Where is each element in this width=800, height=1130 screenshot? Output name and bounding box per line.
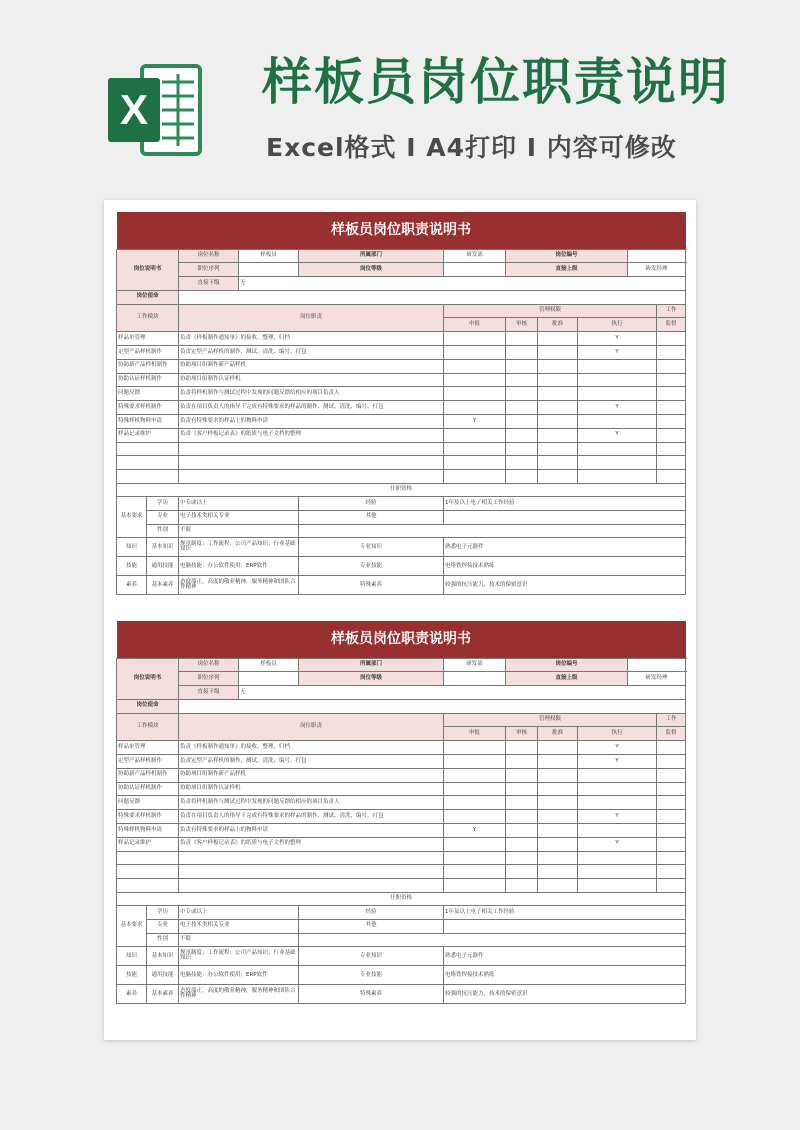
qual-label: 学历 — [147, 906, 179, 920]
duty-module: 协助新产品样机制作 — [117, 768, 179, 782]
excel-icon — [104, 60, 204, 160]
authority-mark — [538, 796, 578, 810]
sheet-title: 样板员岗位职责说明书 — [117, 621, 686, 658]
duty-text: 负责《客户样板记录表》的纸质与电子文档的整理 — [179, 428, 444, 442]
authority-mark — [444, 428, 506, 442]
qual-value: 不限 — [179, 524, 299, 538]
duty-text — [179, 442, 444, 456]
authority-mark — [657, 782, 686, 796]
field-label: 岗位等级 — [299, 672, 444, 686]
authority-mark — [578, 442, 657, 456]
qual-value: 较强的抗压能力，技术的保密意识 — [444, 985, 686, 1004]
job-sheet — [116, 212, 686, 595]
col-header: 管理权限 — [444, 713, 657, 727]
authority-mark — [657, 346, 686, 360]
authority-mark — [506, 782, 538, 796]
field-value: 研发部 — [444, 658, 506, 672]
duty-text: 负责将样机制作与测试过程中发现的问题反馈给相应的项目负责人 — [179, 796, 444, 810]
authority-mark — [444, 782, 506, 796]
col-header: 管理权限 — [444, 304, 657, 318]
qual-label: 专业知识 — [299, 947, 444, 966]
authority-mark — [506, 796, 538, 810]
duty-row — [117, 755, 686, 769]
authority-mark: Y — [578, 755, 657, 769]
qual-value: 电子技术类相关专业 — [179, 919, 299, 933]
qual-value: 中专或以上 — [179, 906, 299, 920]
qual-value — [444, 919, 686, 933]
authority-mark — [506, 837, 538, 851]
qual-cat: 知识 — [117, 538, 147, 557]
authority-mark: Y — [444, 824, 506, 838]
authority-mark — [657, 428, 686, 442]
qual-value: 较强的抗压能力，技术的保密意识 — [444, 576, 686, 595]
qual-cat: 知识 — [117, 947, 147, 966]
authority-mark — [444, 456, 506, 470]
duty-module: 定型产品样机制作 — [117, 346, 179, 360]
authority-mark — [657, 851, 686, 865]
authority-mark — [538, 879, 578, 893]
sheet-body — [117, 212, 686, 595]
authority-mark: Y — [578, 332, 657, 346]
duty-text — [179, 865, 444, 879]
authority-mark — [538, 865, 578, 879]
duty-text — [179, 470, 444, 484]
duty-row — [117, 428, 686, 442]
qual-label: 基本素养 — [147, 576, 179, 595]
qual-value: 规章制度；工作流程；公司产品知识；行业基础知识 — [179, 538, 299, 557]
duty-text: 负责《客户样板记录表》的纸质与电子文档的整理 — [179, 837, 444, 851]
authority-mark — [538, 442, 578, 456]
field-label: 所属部门 — [299, 658, 444, 672]
field-label: 所属部门 — [299, 249, 444, 263]
duty-row — [117, 346, 686, 360]
col-header: 岗位职责 — [179, 713, 444, 741]
authority-mark — [444, 401, 506, 415]
authority-mark — [657, 768, 686, 782]
col-header: 审核 — [506, 727, 538, 741]
field-value: 研发部 — [444, 249, 506, 263]
mission-value — [179, 290, 686, 304]
sheet-body — [117, 621, 686, 1004]
col-header: 申报 — [444, 727, 506, 741]
authority-mark — [538, 824, 578, 838]
qual-label: 专业 — [147, 510, 179, 524]
authority-mark — [506, 359, 538, 373]
col-header: 批准 — [538, 318, 578, 332]
col-header: 执行 — [578, 318, 657, 332]
authority-mark — [444, 387, 506, 401]
authority-mark — [444, 346, 506, 360]
qual-label: 基本知识 — [147, 538, 179, 557]
field-value: 样板员 — [239, 249, 299, 263]
authority-mark — [538, 401, 578, 415]
field-label: 职位序列 — [179, 263, 239, 277]
col-header: 工作 — [657, 304, 686, 318]
qual-value: 不限 — [179, 933, 299, 947]
qual-value: 中专或以上 — [179, 497, 299, 511]
authority-mark — [506, 387, 538, 401]
authority-mark — [578, 456, 657, 470]
section-label: 岗位说明书 — [117, 249, 179, 290]
authority-mark — [657, 470, 686, 484]
duty-row — [117, 415, 686, 429]
authority-mark — [444, 373, 506, 387]
field-value: 研发经理 — [628, 263, 686, 277]
qual-value: 电子技术类相关专业 — [179, 510, 299, 524]
mission-label: 岗位使命 — [117, 699, 179, 713]
qual-cat: 素养 — [117, 985, 147, 1004]
authority-mark — [657, 359, 686, 373]
col-header: 批准 — [538, 727, 578, 741]
qual-value — [444, 510, 686, 524]
duty-row — [117, 401, 686, 415]
authority-mark — [538, 837, 578, 851]
duty-row — [117, 387, 686, 401]
duty-row — [117, 741, 686, 755]
sheet-title: 样板员岗位职责说明书 — [117, 212, 686, 249]
banner-title: 样板员岗位职责说明 — [262, 53, 730, 111]
authority-mark — [657, 796, 686, 810]
field-value: 无 — [239, 686, 686, 700]
duty-text — [179, 851, 444, 865]
qual-value: 态度端正，高度的敬业精神，服务精神和团队合作精神 — [179, 985, 299, 1004]
job-sheet — [116, 621, 686, 1004]
authority-mark — [538, 755, 578, 769]
authority-mark — [578, 865, 657, 879]
duty-row — [117, 837, 686, 851]
qual-label: 性别 — [147, 933, 179, 947]
authority-mark — [444, 879, 506, 893]
qual-value — [299, 524, 686, 538]
authority-mark — [506, 755, 538, 769]
authority-mark — [538, 415, 578, 429]
authority-mark: Y — [444, 415, 506, 429]
field-label: 岗位名称 — [179, 249, 239, 263]
duty-text: 负责定型产品样机的制作、测试、清洗、编号、打包 — [179, 346, 444, 360]
duty-module: 特殊要求样机制作 — [117, 810, 179, 824]
qual-value: 电烙铁焊接技术熟练 — [444, 557, 686, 576]
authority-mark — [538, 851, 578, 865]
authority-mark — [506, 810, 538, 824]
authority-mark — [578, 768, 657, 782]
authority-mark — [444, 851, 506, 865]
authority-mark — [538, 359, 578, 373]
col-header: 申报 — [444, 318, 506, 332]
mission-label: 岗位使命 — [117, 290, 179, 304]
duty-row — [117, 851, 686, 865]
duty-row — [117, 442, 686, 456]
duty-module: 样品单管理 — [117, 332, 179, 346]
field-label: 岗位编号 — [506, 249, 628, 263]
qual-label: 经验 — [299, 906, 444, 920]
authority-mark — [578, 415, 657, 429]
authority-mark — [657, 415, 686, 429]
authority-mark — [657, 373, 686, 387]
authority-mark — [506, 346, 538, 360]
qual-title: 任职资格 — [117, 893, 686, 906]
authority-mark — [578, 796, 657, 810]
duty-text: 协助项目组制作新产品样机 — [179, 768, 444, 782]
authority-mark — [538, 741, 578, 755]
duty-row — [117, 373, 686, 387]
qual-label: 性别 — [147, 524, 179, 538]
qual-value: 规章制度；工作流程；公司产品知识；行业基础知识 — [179, 947, 299, 966]
duty-module: 问题反馈 — [117, 796, 179, 810]
authority-mark — [444, 796, 506, 810]
field-label: 直接上级 — [506, 672, 628, 686]
authority-mark — [444, 741, 506, 755]
duty-module: 协助认证样机制作 — [117, 373, 179, 387]
col-header: 工作模块 — [117, 304, 179, 332]
qual-value — [299, 933, 686, 947]
field-label: 岗位编号 — [506, 658, 628, 672]
field-label: 直接下级 — [179, 686, 239, 700]
duty-row — [117, 768, 686, 782]
authority-mark — [538, 470, 578, 484]
authority-mark — [657, 810, 686, 824]
duty-module — [117, 442, 179, 456]
duty-text: 负责定型产品样机的制作、测试、清洗、编号、打包 — [179, 755, 444, 769]
authority-mark: Y — [578, 741, 657, 755]
field-value: 无 — [239, 277, 686, 291]
duty-module: 样品记录维护 — [117, 837, 179, 851]
qual-label: 特殊素养 — [299, 576, 444, 595]
duty-text — [179, 456, 444, 470]
duty-row — [117, 824, 686, 838]
authority-mark: Y — [578, 810, 657, 824]
col-header: 监督 — [657, 318, 686, 332]
authority-mark — [506, 373, 538, 387]
banner-subtitle: Excel格式 I A4打印 I 内容可修改 — [266, 133, 677, 162]
field-label: 职位序列 — [179, 672, 239, 686]
authority-mark — [657, 879, 686, 893]
authority-mark — [578, 470, 657, 484]
qual-title: 任职资格 — [117, 484, 686, 497]
authority-mark — [657, 824, 686, 838]
qual-label: 经验 — [299, 497, 444, 511]
authority-mark — [578, 879, 657, 893]
authority-mark — [657, 837, 686, 851]
duty-module: 样品单管理 — [117, 741, 179, 755]
duty-text — [179, 879, 444, 893]
duty-module — [117, 879, 179, 893]
duty-module: 特殊要求样机制作 — [117, 401, 179, 415]
authority-mark — [578, 824, 657, 838]
authority-mark — [657, 865, 686, 879]
duty-text: 负责在项目负责人的指导下完成有特殊要求的样品的制作、测试、清洗、编号、打包 — [179, 401, 444, 415]
duty-module — [117, 456, 179, 470]
field-label: 岗位名称 — [179, 658, 239, 672]
authority-mark — [538, 373, 578, 387]
authority-mark: Y — [578, 428, 657, 442]
authority-mark: Y — [578, 401, 657, 415]
authority-mark — [506, 428, 538, 442]
duty-row — [117, 865, 686, 879]
field-label: 直接下级 — [179, 277, 239, 291]
duty-text: 负责《样板制作通知单》的接收、整理、归档 — [179, 741, 444, 755]
authority-mark — [538, 782, 578, 796]
col-header: 监督 — [657, 727, 686, 741]
authority-mark — [506, 768, 538, 782]
mission-value — [179, 699, 686, 713]
qual-value: 1年及以上电子相关工作经验 — [444, 497, 686, 511]
qual-value: 熟悉电子元器件 — [444, 947, 686, 966]
authority-mark — [538, 768, 578, 782]
authority-mark — [657, 442, 686, 456]
authority-mark — [578, 387, 657, 401]
duty-module: 问题反馈 — [117, 387, 179, 401]
authority-mark — [657, 332, 686, 346]
duty-module: 协助新产品样机制作 — [117, 359, 179, 373]
authority-mark — [444, 442, 506, 456]
authority-mark — [578, 851, 657, 865]
field-label: 岗位等级 — [299, 263, 444, 277]
field-value: 研发经理 — [628, 672, 686, 686]
col-header: 工作模块 — [117, 713, 179, 741]
field-value — [239, 263, 299, 277]
qual-label: 学历 — [147, 497, 179, 511]
qual-cat: 技能 — [117, 966, 147, 985]
qual-label: 其他 — [299, 510, 444, 524]
authority-mark — [506, 456, 538, 470]
field-value — [628, 249, 686, 263]
duty-text: 负责《样板制作通知单》的接收、整理、归档 — [179, 332, 444, 346]
authority-mark — [538, 456, 578, 470]
duty-text: 负责有特殊要求的样品上的物料申请 — [179, 415, 444, 429]
authority-mark — [506, 470, 538, 484]
authority-mark: Y — [578, 837, 657, 851]
field-value — [444, 672, 506, 686]
authority-mark — [538, 428, 578, 442]
authority-mark — [444, 810, 506, 824]
duty-module: 特殊样机物料申请 — [117, 415, 179, 429]
qual-label: 其他 — [299, 919, 444, 933]
qual-label: 专业 — [147, 919, 179, 933]
authority-mark — [444, 332, 506, 346]
authority-mark — [444, 755, 506, 769]
duty-module — [117, 851, 179, 865]
authority-mark — [657, 741, 686, 755]
field-value — [444, 263, 506, 277]
col-header: 岗位职责 — [179, 304, 444, 332]
sheet-title-row — [117, 621, 686, 658]
duty-text: 协助项目组制作认证样机 — [179, 782, 444, 796]
authority-mark — [538, 387, 578, 401]
qual-label: 通用技能 — [147, 966, 179, 985]
sheet-title-row — [117, 212, 686, 249]
qual-cat: 素养 — [117, 576, 147, 595]
duty-row — [117, 782, 686, 796]
field-value — [239, 672, 299, 686]
authority-mark — [506, 415, 538, 429]
authority-mark — [657, 456, 686, 470]
qual-value: 电烙铁焊接技术熟练 — [444, 966, 686, 985]
authority-mark — [444, 470, 506, 484]
authority-mark — [506, 442, 538, 456]
banner — [0, 0, 800, 185]
duty-text: 协助项目组制作认证样机 — [179, 373, 444, 387]
authority-mark — [578, 782, 657, 796]
authority-mark — [444, 837, 506, 851]
qual-value: 电脑技能：办公软件使用；ERP软件 — [179, 557, 299, 576]
qual-value: 态度端正，高度的敬业精神，服务精神和团队合作精神 — [179, 576, 299, 595]
authority-mark — [657, 387, 686, 401]
duty-text: 负责将样机制作与测试过程中发现的问题反馈给相应的项目负责人 — [179, 387, 444, 401]
authority-mark — [506, 401, 538, 415]
authority-mark — [506, 332, 538, 346]
authority-mark — [444, 768, 506, 782]
qual-value: 1年及以上电子相关工作经验 — [444, 906, 686, 920]
col-header: 审核 — [506, 318, 538, 332]
section-label: 岗位说明书 — [117, 658, 179, 699]
col-header: 工作 — [657, 713, 686, 727]
duty-module — [117, 865, 179, 879]
authority-mark: Y — [578, 346, 657, 360]
authority-mark — [538, 346, 578, 360]
duty-row — [117, 879, 686, 893]
qual-value: 熟悉电子元器件 — [444, 538, 686, 557]
qual-value: 电脑技能：办公软件使用；ERP软件 — [179, 966, 299, 985]
duty-module: 定型产品样机制作 — [117, 755, 179, 769]
qual-cat: 基本要求 — [117, 906, 147, 947]
authority-mark — [506, 851, 538, 865]
field-value — [628, 658, 686, 672]
qual-label: 基本知识 — [147, 947, 179, 966]
col-header: 执行 — [578, 727, 657, 741]
duty-row — [117, 456, 686, 470]
duty-module: 协助认证样机制作 — [117, 782, 179, 796]
authority-mark — [657, 401, 686, 415]
qual-label: 专业技能 — [299, 966, 444, 985]
authority-mark — [578, 359, 657, 373]
authority-mark — [506, 879, 538, 893]
authority-mark — [657, 755, 686, 769]
duty-row — [117, 810, 686, 824]
duty-row — [117, 796, 686, 810]
authority-mark — [538, 810, 578, 824]
qual-label: 专业知识 — [299, 538, 444, 557]
duty-text: 负责在项目负责人的指导下完成有特殊要求的样品的制作、测试、清洗、编号、打包 — [179, 810, 444, 824]
field-label: 直接上级 — [506, 263, 628, 277]
excel-icon-letter: X — [119, 86, 149, 133]
duty-text: 负责有特殊要求的样品上的物料申请 — [179, 824, 444, 838]
authority-mark — [444, 359, 506, 373]
qual-label: 通用技能 — [147, 557, 179, 576]
authority-mark — [506, 741, 538, 755]
authority-mark — [538, 332, 578, 346]
qual-label: 专业技能 — [299, 557, 444, 576]
authority-mark — [578, 373, 657, 387]
duty-row — [117, 359, 686, 373]
qual-cat: 基本要求 — [117, 497, 147, 538]
duty-text: 协助项目组制作新产品样机 — [179, 359, 444, 373]
authority-mark — [444, 865, 506, 879]
duty-row — [117, 332, 686, 346]
authority-mark — [506, 824, 538, 838]
field-value: 样板员 — [239, 658, 299, 672]
qual-label: 特殊素养 — [299, 985, 444, 1004]
duty-module: 特殊样机物料申请 — [117, 824, 179, 838]
qual-cat: 技能 — [117, 557, 147, 576]
duty-module — [117, 470, 179, 484]
duty-row — [117, 470, 686, 484]
duty-module: 样品记录维护 — [117, 428, 179, 442]
authority-mark — [506, 865, 538, 879]
qual-label: 基本素养 — [147, 985, 179, 1004]
